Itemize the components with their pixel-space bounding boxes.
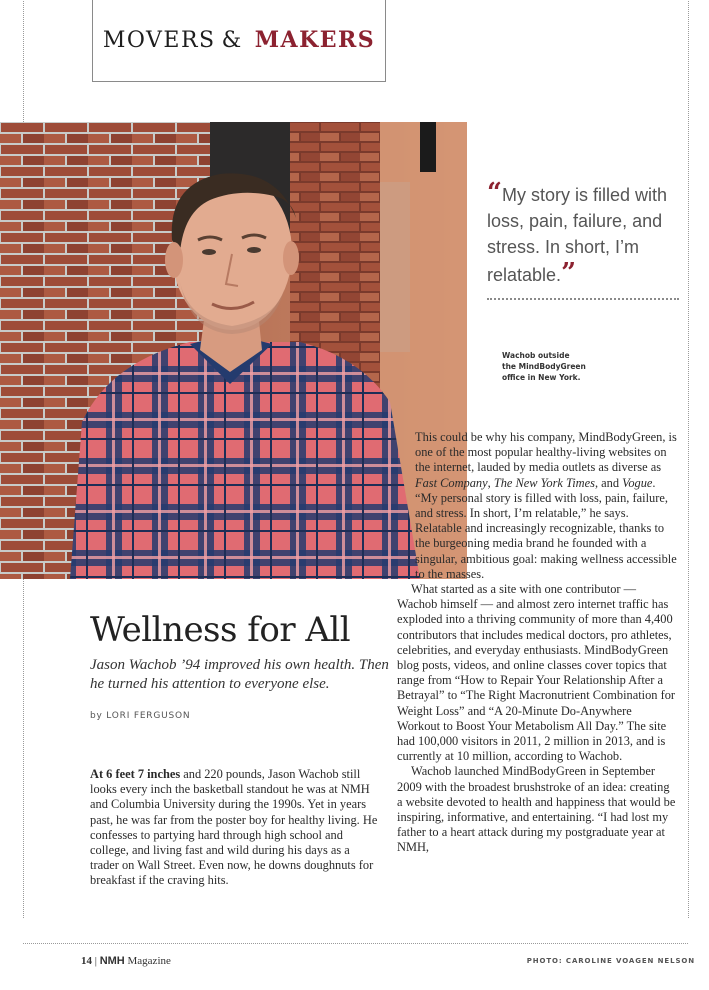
section-header [92,0,386,82]
magazine-brand: NMH [99,955,125,967]
pull-quote [487,180,677,288]
lead-paragraph: and 220 pounds, Jason Wachob still looks every inch the basketball standout he was at NMH and Columbia University during the 1990s. Yet in years past, he was far from the poster boy for healthy living. He confesses to partying hard through high school and college, and living fast and wild during his days as a trader on Wall Street. Even now, he downs doughnuts for breakfast if the craving hits. [90,767,378,888]
text-run: . “My personal story is filled with loss, pain, failure, and stress. In short, I’m relatable,” he says. Relatable and increasingly recognizable, thanks to the burgeoning media brand he founded with a singular, ambitious goal: making wellness accessible to the masses. [415,475,677,581]
magazine-label: Magazine [127,955,171,967]
page-number: 14 [81,955,92,967]
pull-quote-text: My story is filled with loss, pain, failure, and stress. In short, I’m relatable. [487,185,668,285]
caption-line: office in New York. [502,373,581,382]
byline: by LORI FERGUSON [90,711,191,721]
lead-in: At 6 feet 7 inches [90,767,181,781]
article-deck: Jason Wachob ’94 improved his own health. Then he turned his attention to everyone else. [90,657,389,692]
publication-name: Vogue [622,475,653,490]
paragraph: What started as a site with one contributor — Wachob himself — and almost zero internet traffic has exploded into a thriving community of more than 4,400 contributors that includes medical doctors, pro athletes, celebrities, and everyday enthusiasts. MindBodyGreen blog posts, videos, and online classes cover topics that range from “How to Repair Your Relationship After a Betrayal” to “The Right Macronutrient Combination for Weight Loss” and “A 20-Minute Do-Anywhere Workout to Boost Your Metabolism All Day.” The site had 100,000 visitors in 2011, 2 million in 2013, and is currently at 10 million, according to Wachob. [397,582,676,764]
section-ampersand: & [221,27,243,53]
text-run: , [487,475,494,490]
footer-rule [23,943,688,944]
article-column-left [90,767,380,889]
close-quote-mark: ” [561,258,577,288]
photo-caption [502,350,622,383]
article-title: Wellness for All [90,610,351,650]
open-quote-mark: “ [487,178,502,208]
text-run: , and [594,475,623,490]
section-label-movers: MOVERS [102,27,216,53]
publication-name: Fast Company [415,475,488,490]
caption-line: the MindBodyGreen [502,362,586,371]
paragraph [397,430,677,582]
pull-quote-rule [487,298,679,300]
section-label-makers: MAKERS [254,27,376,53]
caption-line: Wachob outside [502,351,570,360]
folio-separator: | [94,955,97,967]
photo-credit: PHOTO: CAROLINE VOAGEN NELSON [526,957,695,965]
text-run: This could be why his company, MindBodyGreen, is one of the most popular healthy-living websites on the internet, lauded by media outlets as diverse as [415,430,677,475]
article-column-right [397,430,677,856]
paragraph: Wachob launched MindBodyGreen in September 2009 with the broadest brushstroke of an idea: creating a website devoted to health and happiness that would be inspiring, informative, and entertaining. “I had lost my father to a heart attack during my postgraduate year at NMH, [397,764,676,855]
publication-name: The New York Times [493,475,595,490]
footer-folio [81,955,171,967]
